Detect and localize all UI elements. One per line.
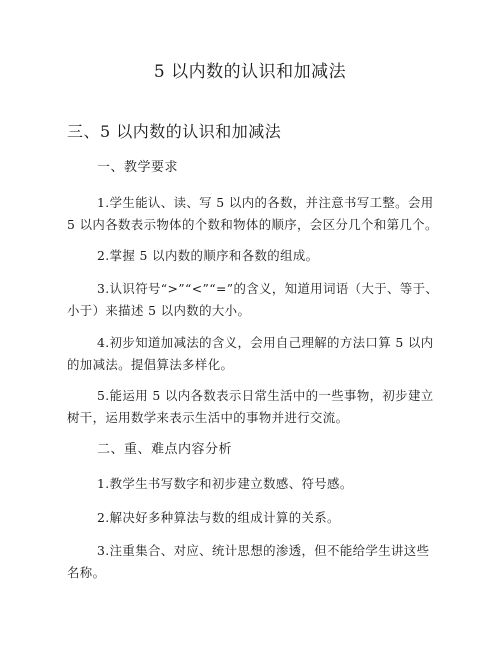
paragraph-requirement-3: 3.认识符号“>”“<”“=”的含义，知道用词语（大于、等于、小于）来描述 5 以内数的大小。 (67, 281, 439, 318)
paragraph-analysis-2: 2.解决好多种算法与数的组成计算的关系。 (97, 510, 340, 525)
paragraph-requirement-4: 4.初步知道加减法的含义，会用自己理解的方法口算 5 以内的加减法。提倡算法多样化。 (67, 335, 434, 372)
part1-heading: 一、教学要求 (97, 160, 179, 175)
paragraph-requirement-1: 1.学生能认、读、写 5 以内的各数，并注意书写工整。会用 5 以内各数表示物体的个数和物体的顺序，会区分几个和第几个。 (67, 195, 438, 232)
section-heading: 三、5 以内数的认识和加减法 (67, 122, 282, 141)
paragraph-requirement-2: 2.掌握 5 以内数的顺序和各数的组成。 (97, 248, 319, 263)
paragraph-requirement-5: 5.能运用 5 以内各数表示日常生活中的一些事物，初步建立树干，运用数学来表示生活中的事物并进行交流。 (67, 388, 434, 425)
paragraph-analysis-3: 3.注重集合、对应、统计思想的渗透，但不能给学生讲这些名称。 (67, 543, 430, 580)
paragraph-analysis-1: 1.教学生书写数字和初步建立数感、符号感。 (97, 476, 353, 491)
part2-heading: 二、重、难点内容分析 (97, 442, 233, 457)
document-title: 5 以内数的认识和加减法 (153, 62, 347, 82)
